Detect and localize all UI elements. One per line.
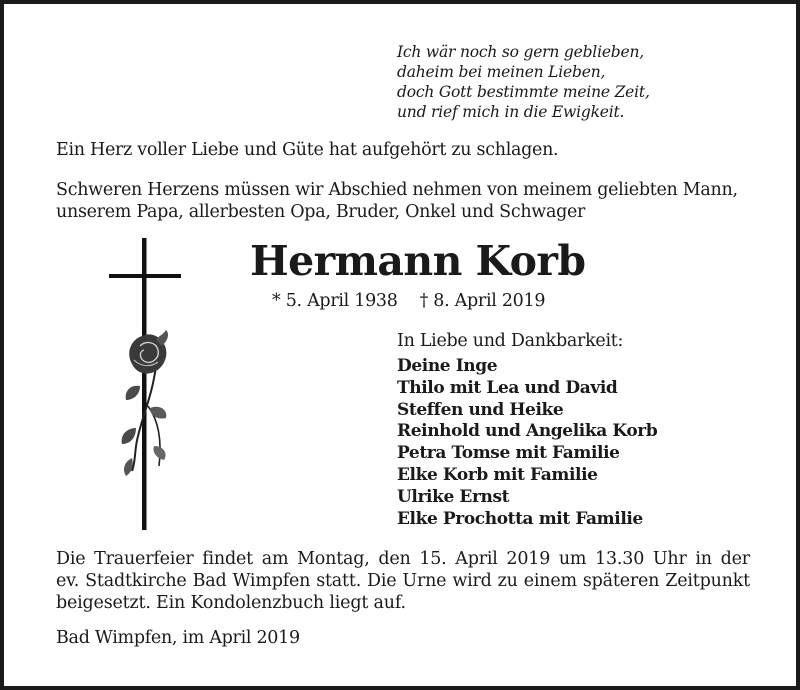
word: 2019	[506, 549, 551, 569]
word: Stadtkirche	[85, 571, 187, 591]
list-item: Elke Prochotta mit Familie	[397, 508, 643, 529]
mourners-list	[397, 356, 657, 530]
cross-with-rose-icon	[104, 236, 184, 536]
list-item: Steffen und Heike	[397, 399, 564, 420]
word: in	[695, 549, 712, 569]
poem-line: Ich wär noch so gern geblieben,	[397, 43, 644, 61]
word: April	[455, 549, 498, 569]
word: den	[378, 549, 411, 569]
list-item: Reinhold und Angelika Korb	[397, 421, 658, 442]
poem-line: und rief mich in die Ewigkeit.	[397, 103, 625, 121]
funeral-line	[56, 570, 750, 592]
farewell-line: Schweren Herzens müssen wir Abschied nehmen von meinem geliebten Mann,	[56, 180, 738, 200]
word: um	[558, 549, 587, 569]
funeral-line: beigesetzt. Ein Kondolenzbuch liegt auf.	[56, 593, 406, 613]
word: statt.	[316, 571, 362, 591]
list-item: Elke Korb mit Familie	[397, 464, 598, 485]
funeral-line	[56, 548, 750, 570]
farewell-line: unserem Papa, allerbesten Opa, Bruder, Onkel und Schwager	[56, 202, 586, 222]
poem-line: doch Gott bestimmte meine Zeit,	[397, 83, 650, 101]
deceased-name: Hermann Korb	[250, 237, 586, 285]
word: der	[720, 549, 750, 569]
word: ev.	[56, 571, 80, 591]
word: zu	[497, 571, 518, 591]
word: Zeitpunkt	[665, 571, 750, 591]
list-item: Thilo mit Lea und David	[397, 377, 618, 398]
poem-line: daheim bei meinen Lieben,	[397, 63, 606, 81]
death-date: † 8. April 2019	[419, 291, 546, 311]
word: Die	[56, 549, 86, 569]
word: findet	[202, 549, 253, 569]
word: Die	[367, 571, 397, 591]
word: Urne	[402, 571, 447, 591]
word: Montag,	[297, 549, 370, 569]
intro-text: Ein Herz voller Liebe und Güte hat aufgehört zu schlagen.	[56, 140, 559, 160]
word: wird	[452, 571, 492, 591]
word: 13.30	[595, 549, 645, 569]
thanks-heading: In Liebe und Dankbarkeit:	[397, 331, 624, 351]
farewell-text	[56, 179, 738, 223]
word: Bad	[192, 571, 227, 591]
list-item: Petra Tomse mit Familie	[397, 443, 620, 464]
life-dates	[272, 290, 545, 312]
word: Uhr	[652, 549, 687, 569]
word: 15.	[419, 549, 447, 569]
word: Wimpfen	[232, 571, 311, 591]
word: späteren	[582, 571, 660, 591]
birth-date: * 5. April 1938	[272, 291, 398, 311]
place-and-date: Bad Wimpfen, im April 2019	[56, 628, 300, 648]
poem	[397, 42, 777, 122]
word: einem	[523, 571, 577, 591]
word: Trauerfeier	[94, 549, 194, 569]
funeral-info	[56, 548, 750, 614]
list-item: Ulrike Ernst	[397, 486, 510, 507]
list-item: Deine Inge	[397, 356, 498, 376]
word: am	[261, 549, 289, 569]
